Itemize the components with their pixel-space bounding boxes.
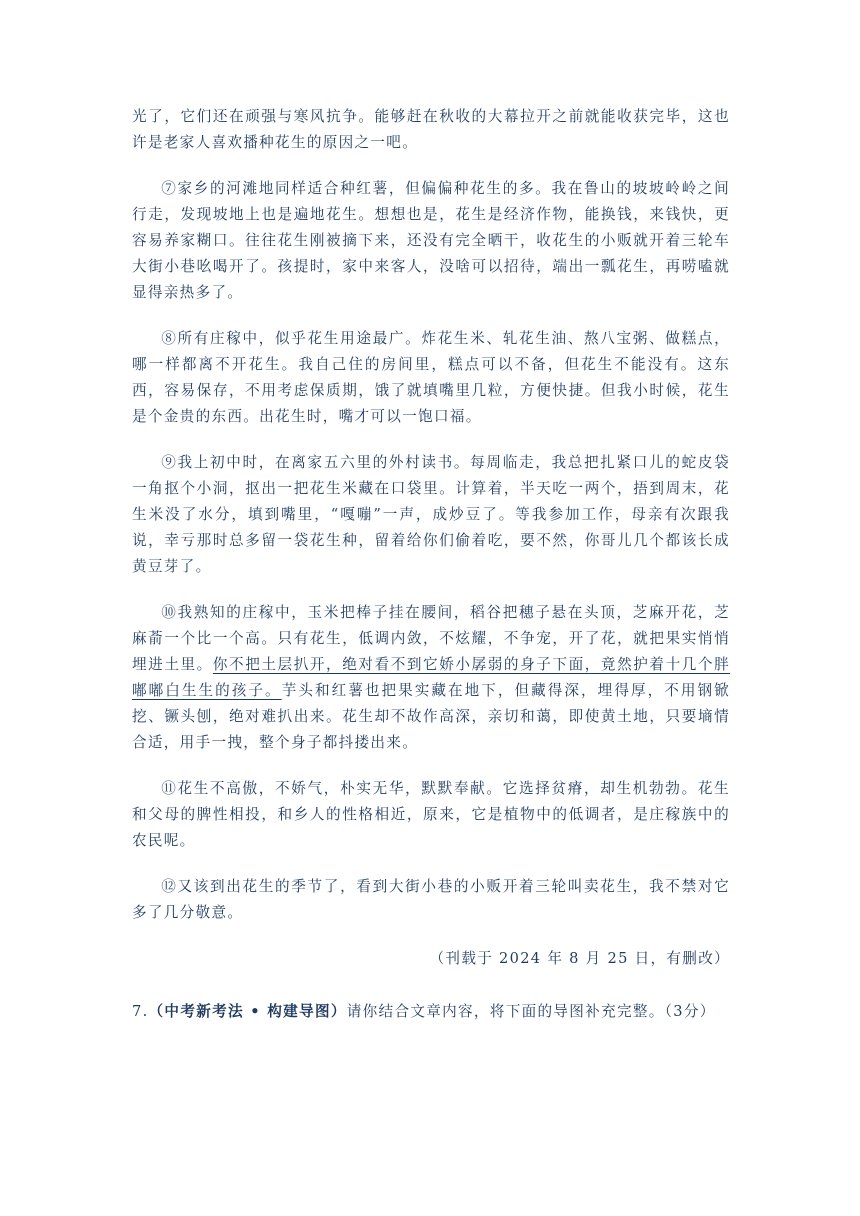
question-tag: （中考新考法 • 构建导图）: [148, 1003, 347, 1020]
question-number: 7.: [132, 1003, 149, 1020]
paragraph-10-text: ⑩我熟知的庄稼中，玉米把棒子挂在腰间，稻谷把穗子悬在头顶，芝麻开花，芝麻萮一个比一个高。只有花生，低调内敛，不炫耀，不争宠，开了花，就把果实悄悄埋进土里。: [132, 604, 730, 673]
paragraph-12: ⑫又该到出花生的季节了，看到大街小巷的小贩开着三轮叫卖花生，我不禁对它多了几分敬意。: [132, 878, 730, 921]
paragraph-7: ⑦家乡的河滩地同样适合种红薯，但偏偏种花生的多。我在鲁山的坡坡岭岭之间行走，发现坡地上也是遍地花生。想想也是，花生是经济作物，能换钱，来钱快，更容易养家糊口。往往花生刚被摘下来，还没有完全晒干，收花生的小贩就开着三轮车大街小巷吆喝开了。孩提时，家中来客人，没啥可以招待，端出一瓢花生，再唠嗑就显得亲热多了。: [132, 180, 730, 301]
question-text: 请你结合文章内容，将下面的导图补充完整。（3分）: [346, 1003, 716, 1020]
article-body: [132, 104, 730, 1025]
paragraph-8: ⑧所有庄稼中，似乎花生用途最广。炸花生米、轧花生油、熬八宝粥、做糕点，哪一样都离不开花生。我自己住的房间里，糕点可以不备，但花生不能没有。这东西，容易保存，不用考虑保质期，饿了就填嘴里几粒，方便快捷。但我小时候，花生是个金贵的东西。出花生时，嘴才可以一饱口福。: [132, 330, 730, 425]
underlined-sentence: 你不把土层扒开，绝对看不到它娇小孱弱的身子下面，竟然护着十几个胖嘟嘟白生生的孩子。: [132, 656, 730, 699]
paragraph-10-continued: 芋头和红薯也把果实藏在地下，但藏得深，埋得厚，不用钢锨挖、镢头刨，绝对难扒出来。花生却不故作高深，亲切和蔼，即使黄土地，只要墒情合适，用手一拽，整个身子都抖搂出来。: [132, 682, 730, 751]
paragraph-11: ⑪花生不高傲，不娇气，朴实无华，默默奉献。它选择贫瘠，却生机勃勃。花生和父母的脾性相投，和乡人的性格相近，原来，它是植物中的低调者，是庄稼族中的农民呢。: [132, 780, 730, 849]
paragraph-intro: 光了，它们还在顽强与寒风抗争。能够赶在秋收的大幕拉开之前就能收获完毕，这也许是老家人喜欢播种花生的原因之一吧。: [132, 108, 730, 151]
paragraph-9: ⑨我上初中时，在离家五六里的外村读书。每周临走，我总把扎紧口儿的蛇皮袋一角抠个小洞，抠出一把花生米藏在口袋里。计算着，半天吃一两个，捂到周末，花生米没了水分，填到嘴里，“嘎嘣”一声，成炒豆了。等我参加工作，母亲有次跟我说，幸亏那时总多留一袋花生种，留着给你们偷着吃，要不然，你哥儿几个都该长成黄豆芽了。: [132, 454, 730, 575]
paragraph-10: [132, 600, 730, 756]
source-citation: （刊载于 2024 年 8 月 25 日，有删改）: [429, 950, 730, 967]
question-7: [132, 999, 730, 1025]
